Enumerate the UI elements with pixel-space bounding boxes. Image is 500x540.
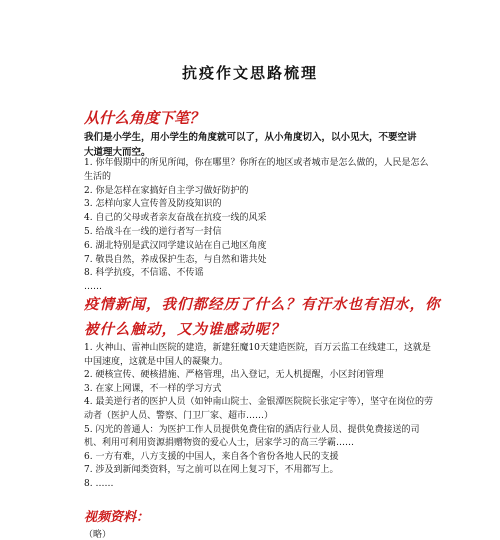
list-item: 2. 你是怎样在家搞好自主学习做好防护的 — [84, 185, 249, 196]
list-item: 6. 一方有难，八方支援的中国人，来自各个省份各地人民的支援 — [84, 451, 339, 462]
list-item: 5. 给战斗在一线的逆行者写一封信 — [84, 226, 222, 237]
list-item: 7. 敬畏自然，养成保护生态，与自然和谐共处 — [84, 254, 267, 265]
list-item: 6. 湖北特别是武汉同学建议站在自己地区角度 — [84, 240, 267, 251]
list-item: 1. 火神山、雷神山医院的建造，新建狂魔10天建造医院，百万云监工在线建工，这就是中国速度，这就是中国人的凝聚力。 — [84, 343, 431, 367]
section-heading-angle: 从什么角度下笔？ — [84, 109, 205, 127]
list-item: 1. 你年假期中的所见所闻，你在哪里？你所在的地区或者城市是怎么做的，人民是怎么生活的 — [84, 158, 429, 182]
angle-list — [84, 157, 434, 295]
cut-off-text: （略） — [84, 530, 112, 540]
list-item: 4. 最美逆行者的医护人员（如钟南山院士、金银潭医院院长张定宇等），坚守在岗位的劳动者（医护人员、警察、门卫厂家、超市……） — [84, 397, 433, 421]
section-heading-news: 疫情新闻，我们都经历了什么？有汗水也有泪水，你被什么触动，又为谁感动呢？ — [84, 297, 441, 338]
list-item: …… — [84, 282, 102, 293]
news-list — [84, 342, 434, 492]
list-item: 8. …… — [84, 478, 114, 489]
list-item: 2. 硬核宣传、硬核措施、严格管理，出入登记，无人机提醒，小区封闭管理 — [84, 370, 384, 381]
list-item: 3. 怎样向家人宣传普及防疫知识的 — [84, 199, 222, 210]
document-title: 抗疫作文思路梳理 — [181, 64, 318, 82]
list-item: 4. 自己的父母或者亲友奋战在抗疫一线的风采 — [84, 213, 267, 224]
section-heading-video: 视频资料： — [84, 510, 150, 525]
list-item: 3. 在家上网课，不一样的学习方式 — [84, 383, 222, 394]
list-item: 8. 科学抗疫，不信谣、不传谣 — [84, 268, 204, 279]
section-intro: 我们是小学生，用小学生的角度就可以了，从小角度切入，以小见大，不要空讲大道理大而空。 — [84, 132, 417, 158]
list-item: 5. 闪光的普通人：为医护工作人员提供免费住宿的酒店行业人员、提供免费接送的司机、利用可利用资源捐赠物资的爱心人士，居家学习的高三学霸…… — [84, 424, 420, 449]
list-item: 7. 涉及到新闻类资料，写之前可以在网上复习下，不用都写上。 — [84, 465, 339, 476]
